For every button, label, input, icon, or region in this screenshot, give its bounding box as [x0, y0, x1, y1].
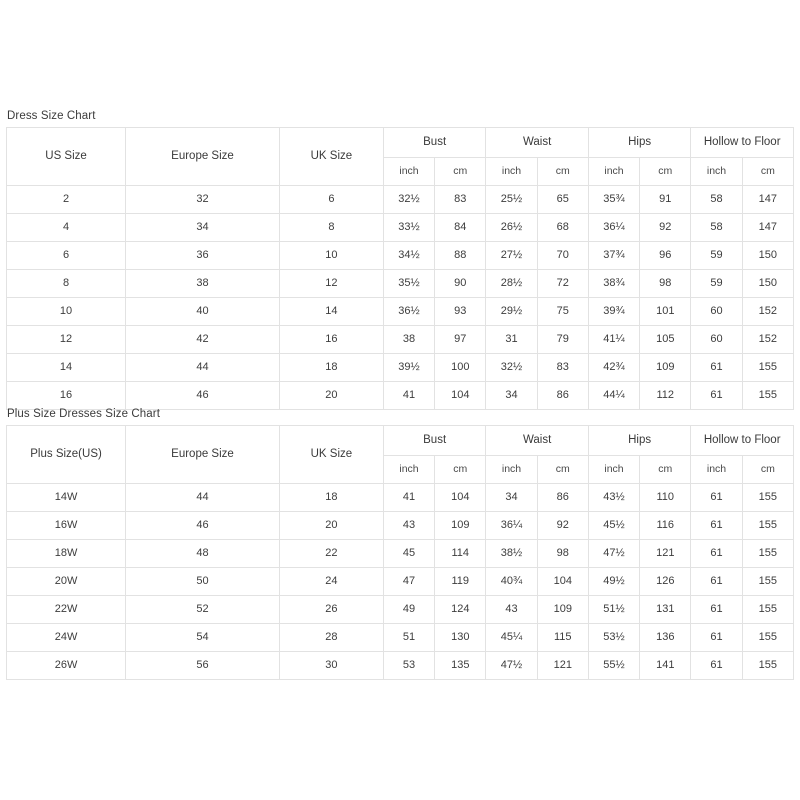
cell-hollow-cm: 155 [742, 354, 793, 382]
cell-bust-inch: 43 [383, 512, 434, 540]
cell-hollow-cm: 155 [742, 540, 793, 568]
cell-hollow-cm: 155 [742, 382, 793, 410]
header-waist: Waist [486, 426, 589, 456]
cell-waist-cm: 70 [537, 242, 588, 270]
table-row [7, 326, 794, 354]
cell-plus-size-us: 14W [7, 484, 126, 512]
cell-bust-inch: 34½ [383, 242, 434, 270]
cell-us-size: 14 [7, 354, 126, 382]
cell-hollow-cm: 150 [742, 242, 793, 270]
cell-us-size: 8 [7, 270, 126, 298]
header-bust: Bust [383, 128, 486, 158]
cell-bust-cm: 90 [435, 270, 486, 298]
cell-hips-cm: 116 [640, 512, 691, 540]
table-row [7, 186, 794, 214]
cell-europe-size: 48 [126, 540, 280, 568]
cell-waist-inch: 45¼ [486, 624, 537, 652]
cell-hollow-inch: 61 [691, 624, 742, 652]
cell-hollow-cm: 155 [742, 568, 793, 596]
table-row [7, 652, 794, 680]
cell-europe-size: 50 [126, 568, 280, 596]
cell-waist-cm: 68 [537, 214, 588, 242]
cell-bust-cm: 135 [435, 652, 486, 680]
cell-hips-cm: 96 [640, 242, 691, 270]
cell-waist-inch: 36¼ [486, 512, 537, 540]
dress-size-chart-block [6, 110, 794, 410]
cell-bust-cm: 104 [435, 382, 486, 410]
cell-us-size: 10 [7, 298, 126, 326]
table-header-row [7, 128, 794, 158]
cell-bust-cm: 88 [435, 242, 486, 270]
cell-waist-cm: 86 [537, 382, 588, 410]
header-hips: Hips [588, 426, 691, 456]
header-hips: Hips [588, 128, 691, 158]
unit-hips-cm: cm [640, 456, 691, 484]
cell-bust-cm: 130 [435, 624, 486, 652]
cell-hollow-cm: 155 [742, 484, 793, 512]
unit-waist-cm: cm [537, 158, 588, 186]
cell-hips-cm: 105 [640, 326, 691, 354]
cell-europe-size: 54 [126, 624, 280, 652]
cell-hips-inch: 37¾ [588, 242, 639, 270]
cell-uk-size: 18 [279, 484, 383, 512]
dress-size-chart-title: Dress Size Chart [7, 110, 96, 122]
cell-hollow-inch: 61 [691, 540, 742, 568]
cell-hollow-cm: 147 [742, 214, 793, 242]
cell-plus-size-us: 22W [7, 596, 126, 624]
cell-waist-cm: 109 [537, 596, 588, 624]
cell-waist-inch: 47½ [486, 652, 537, 680]
cell-europe-size: 46 [126, 512, 280, 540]
cell-bust-cm: 84 [435, 214, 486, 242]
cell-waist-inch: 29½ [486, 298, 537, 326]
cell-waist-cm: 92 [537, 512, 588, 540]
cell-waist-cm: 65 [537, 186, 588, 214]
cell-hips-cm: 91 [640, 186, 691, 214]
cell-hips-cm: 131 [640, 596, 691, 624]
cell-hollow-cm: 155 [742, 624, 793, 652]
unit-hips-inch: inch [588, 456, 639, 484]
cell-hollow-cm: 152 [742, 326, 793, 354]
table-row [7, 354, 794, 382]
cell-plus-size-us: 18W [7, 540, 126, 568]
cell-bust-inch: 41 [383, 484, 434, 512]
unit-hollow-inch: inch [691, 158, 742, 186]
cell-us-size: 16 [7, 382, 126, 410]
cell-uk-size: 6 [279, 186, 383, 214]
cell-bust-inch: 35½ [383, 270, 434, 298]
cell-uk-size: 10 [279, 242, 383, 270]
cell-waist-inch: 26½ [486, 214, 537, 242]
cell-uk-size: 26 [279, 596, 383, 624]
cell-hollow-inch: 58 [691, 214, 742, 242]
cell-hips-inch: 44¼ [588, 382, 639, 410]
cell-europe-size: 34 [126, 214, 280, 242]
table-row [7, 298, 794, 326]
header-plus-size-us: Plus Size(US) [7, 426, 126, 484]
cell-hollow-cm: 147 [742, 186, 793, 214]
cell-hips-cm: 121 [640, 540, 691, 568]
cell-hollow-cm: 155 [742, 652, 793, 680]
cell-hips-cm: 112 [640, 382, 691, 410]
cell-europe-size: 42 [126, 326, 280, 354]
cell-hips-inch: 45½ [588, 512, 639, 540]
unit-hollow-cm: cm [742, 456, 793, 484]
plus-size-chart-title: Plus Size Dresses Size Chart [7, 408, 160, 420]
cell-europe-size: 56 [126, 652, 280, 680]
header-hollow-to-floor: Hollow to Floor [691, 128, 794, 158]
dress-size-chart-table [6, 127, 794, 410]
plus-size-chart-block [6, 408, 794, 680]
cell-waist-inch: 34 [486, 484, 537, 512]
cell-waist-inch: 31 [486, 326, 537, 354]
cell-bust-cm: 97 [435, 326, 486, 354]
cell-hollow-cm: 152 [742, 298, 793, 326]
unit-waist-inch: inch [486, 158, 537, 186]
cell-europe-size: 36 [126, 242, 280, 270]
cell-bust-inch: 45 [383, 540, 434, 568]
cell-waist-inch: 38½ [486, 540, 537, 568]
cell-hollow-inch: 58 [691, 186, 742, 214]
cell-hollow-cm: 155 [742, 512, 793, 540]
cell-hips-inch: 38¾ [588, 270, 639, 298]
cell-plus-size-us: 16W [7, 512, 126, 540]
table-header-row [7, 426, 794, 456]
cell-waist-inch: 43 [486, 596, 537, 624]
cell-uk-size: 20 [279, 382, 383, 410]
cell-bust-cm: 83 [435, 186, 486, 214]
cell-bust-inch: 41 [383, 382, 434, 410]
cell-hips-inch: 49½ [588, 568, 639, 596]
cell-bust-inch: 53 [383, 652, 434, 680]
table-row [7, 624, 794, 652]
cell-uk-size: 24 [279, 568, 383, 596]
unit-hips-inch: inch [588, 158, 639, 186]
cell-hips-inch: 42¾ [588, 354, 639, 382]
cell-uk-size: 18 [279, 354, 383, 382]
cell-hollow-inch: 59 [691, 242, 742, 270]
cell-hollow-inch: 61 [691, 596, 742, 624]
cell-europe-size: 46 [126, 382, 280, 410]
cell-waist-inch: 34 [486, 382, 537, 410]
header-uk-size: UK Size [279, 426, 383, 484]
cell-europe-size: 44 [126, 354, 280, 382]
cell-us-size: 6 [7, 242, 126, 270]
cell-hollow-inch: 61 [691, 512, 742, 540]
cell-hips-cm: 109 [640, 354, 691, 382]
unit-bust-cm: cm [435, 158, 486, 186]
cell-waist-cm: 72 [537, 270, 588, 298]
cell-waist-inch: 28½ [486, 270, 537, 298]
header-europe-size: Europe Size [126, 128, 280, 186]
cell-uk-size: 14 [279, 298, 383, 326]
header-bust: Bust [383, 426, 486, 456]
plus-size-chart-table [6, 425, 794, 680]
header-waist: Waist [486, 128, 589, 158]
cell-waist-cm: 121 [537, 652, 588, 680]
table-row [7, 214, 794, 242]
cell-bust-inch: 38 [383, 326, 434, 354]
cell-bust-cm: 100 [435, 354, 486, 382]
table-row [7, 540, 794, 568]
cell-plus-size-us: 24W [7, 624, 126, 652]
cell-bust-inch: 36½ [383, 298, 434, 326]
cell-waist-inch: 40¾ [486, 568, 537, 596]
unit-bust-inch: inch [383, 158, 434, 186]
unit-hollow-cm: cm [742, 158, 793, 186]
cell-europe-size: 38 [126, 270, 280, 298]
cell-uk-size: 28 [279, 624, 383, 652]
cell-europe-size: 32 [126, 186, 280, 214]
cell-us-size: 4 [7, 214, 126, 242]
table-row [7, 512, 794, 540]
cell-hips-cm: 98 [640, 270, 691, 298]
cell-bust-cm: 124 [435, 596, 486, 624]
cell-hollow-inch: 60 [691, 298, 742, 326]
cell-bust-inch: 33½ [383, 214, 434, 242]
header-hollow-to-floor: Hollow to Floor [691, 426, 794, 456]
cell-uk-size: 22 [279, 540, 383, 568]
cell-hips-inch: 51½ [588, 596, 639, 624]
table-row [7, 484, 794, 512]
cell-bust-inch: 39½ [383, 354, 434, 382]
cell-hollow-inch: 61 [691, 484, 742, 512]
cell-bust-cm: 109 [435, 512, 486, 540]
cell-hips-cm: 136 [640, 624, 691, 652]
cell-europe-size: 40 [126, 298, 280, 326]
cell-us-size: 12 [7, 326, 126, 354]
cell-waist-inch: 27½ [486, 242, 537, 270]
cell-bust-inch: 32½ [383, 186, 434, 214]
unit-hollow-inch: inch [691, 456, 742, 484]
cell-hips-inch: 55½ [588, 652, 639, 680]
cell-waist-cm: 75 [537, 298, 588, 326]
cell-hips-inch: 43½ [588, 484, 639, 512]
cell-bust-cm: 114 [435, 540, 486, 568]
unit-waist-inch: inch [486, 456, 537, 484]
cell-hollow-inch: 61 [691, 568, 742, 596]
cell-hips-inch: 53½ [588, 624, 639, 652]
cell-uk-size: 8 [279, 214, 383, 242]
header-us-size: US Size [7, 128, 126, 186]
cell-hips-inch: 35¾ [588, 186, 639, 214]
cell-bust-cm: 93 [435, 298, 486, 326]
header-europe-size: Europe Size [126, 426, 280, 484]
cell-bust-cm: 119 [435, 568, 486, 596]
cell-uk-size: 20 [279, 512, 383, 540]
cell-uk-size: 30 [279, 652, 383, 680]
cell-hips-inch: 36¼ [588, 214, 639, 242]
cell-waist-cm: 104 [537, 568, 588, 596]
cell-uk-size: 12 [279, 270, 383, 298]
cell-bust-inch: 47 [383, 568, 434, 596]
cell-waist-cm: 86 [537, 484, 588, 512]
cell-bust-inch: 49 [383, 596, 434, 624]
table-row [7, 270, 794, 298]
unit-waist-cm: cm [537, 456, 588, 484]
table-row [7, 596, 794, 624]
cell-hollow-inch: 61 [691, 652, 742, 680]
cell-plus-size-us: 20W [7, 568, 126, 596]
cell-europe-size: 44 [126, 484, 280, 512]
cell-bust-cm: 104 [435, 484, 486, 512]
cell-hips-cm: 141 [640, 652, 691, 680]
cell-uk-size: 16 [279, 326, 383, 354]
cell-waist-cm: 115 [537, 624, 588, 652]
cell-waist-inch: 25½ [486, 186, 537, 214]
cell-waist-cm: 79 [537, 326, 588, 354]
cell-waist-cm: 98 [537, 540, 588, 568]
cell-hollow-inch: 61 [691, 354, 742, 382]
cell-waist-inch: 32½ [486, 354, 537, 382]
cell-hips-inch: 47½ [588, 540, 639, 568]
header-uk-size: UK Size [279, 128, 383, 186]
table-row [7, 242, 794, 270]
cell-us-size: 2 [7, 186, 126, 214]
cell-hips-inch: 39¾ [588, 298, 639, 326]
cell-hips-cm: 126 [640, 568, 691, 596]
cell-hips-cm: 101 [640, 298, 691, 326]
unit-bust-inch: inch [383, 456, 434, 484]
cell-hips-inch: 41¼ [588, 326, 639, 354]
cell-europe-size: 52 [126, 596, 280, 624]
table-row [7, 382, 794, 410]
cell-hips-cm: 92 [640, 214, 691, 242]
cell-hollow-cm: 155 [742, 596, 793, 624]
cell-hips-cm: 110 [640, 484, 691, 512]
cell-waist-cm: 83 [537, 354, 588, 382]
cell-hollow-inch: 61 [691, 382, 742, 410]
table-row [7, 568, 794, 596]
cell-hollow-inch: 59 [691, 270, 742, 298]
cell-hollow-cm: 150 [742, 270, 793, 298]
cell-bust-inch: 51 [383, 624, 434, 652]
cell-plus-size-us: 26W [7, 652, 126, 680]
unit-hips-cm: cm [640, 158, 691, 186]
unit-bust-cm: cm [435, 456, 486, 484]
cell-hollow-inch: 60 [691, 326, 742, 354]
